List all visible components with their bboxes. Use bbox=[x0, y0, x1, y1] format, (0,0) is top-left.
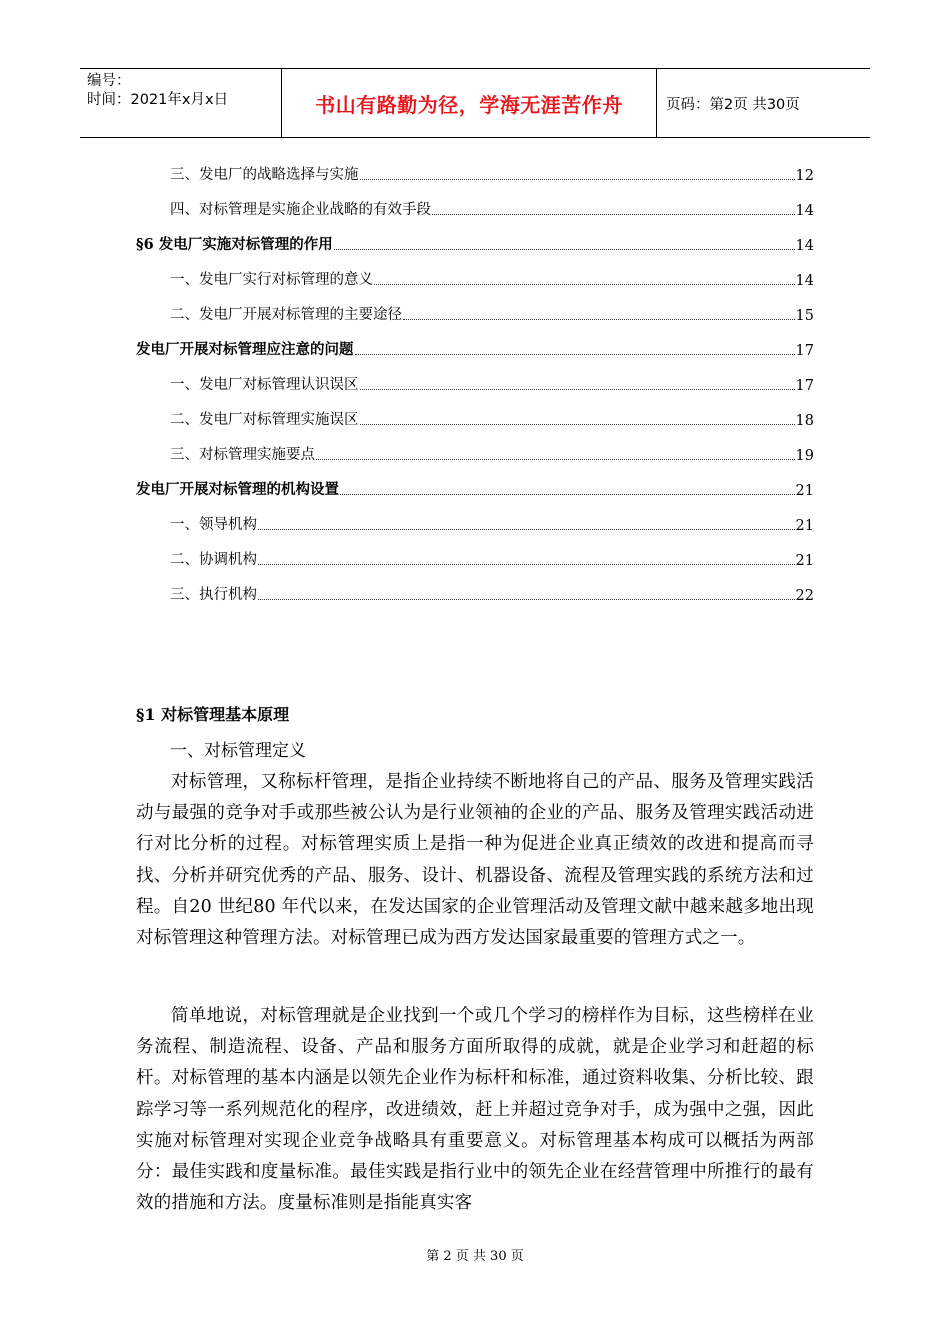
toc-leader-dots bbox=[360, 178, 795, 180]
toc-entry[interactable] bbox=[136, 473, 814, 499]
body-paragraph: 简单地说，对标管理就是企业找到一个或几个学习的榜样作为目标，这些榜样在业务流程、制造流程、设备、产品和服务方面所取得的成就，就是企业学习和赶超的标杆。对标管理的基本内涵是以领先企业作为标杆和标准，通过资料收集、分析比较、跟踪学习等一系列规范化的程序，改进绩效，赶上并超过竞争对手，成为强中之强，因此实施对标管理对实现企业竞争战略具有重要意义。对标管理基本构成可以概括为两部分：最佳实践和度量标准。最佳实践是指行业中的领先企业在经营管理中所推行的最有效的措施和方法。度量标准则是指能真实客 bbox=[136, 1006, 814, 1214]
toc-entry-title: 一、领导机构 bbox=[170, 517, 257, 533]
body-paragraph: 对标管理，又称标杆管理，是指企业持续不断地将自己的产品、服务及管理实践活动与最强的竞争对手或那些被公认为是行业领袖的企业的产品、服务及管理实践活动进行对比分析的过程。对标管理实质上是指一种为促进企业真正绩效的改进和提高而寻找、分析并研究优秀的产品、服务、设计、机器设备、流程及管理实践的系统方法和过程。自20 世纪80 年代以来，在发达国家的企业管理活动及管理文献中越来越多地出现对标管理这种管理方法。对标管理已成为西方发达国家最重要的管理方式之一。 bbox=[136, 772, 814, 949]
toc-leader-dots bbox=[340, 493, 795, 495]
toc-leader-dots bbox=[360, 423, 795, 425]
toc-entry-page: 15 bbox=[795, 308, 814, 324]
toc-entry-title: 四、对标管理是实施企业战略的有效手段 bbox=[170, 202, 431, 218]
toc-entry[interactable] bbox=[136, 333, 814, 359]
toc-entry[interactable] bbox=[136, 578, 814, 604]
toc-entry[interactable] bbox=[136, 403, 814, 429]
toc-entry[interactable] bbox=[136, 263, 814, 289]
date-label: 时间：2021年x月x日 bbox=[87, 92, 229, 108]
header-motto: 书山有路勤为径，学海无涯苦作舟 bbox=[282, 69, 657, 137]
page-footer: 第 2 页 共 30 页 bbox=[426, 1249, 524, 1264]
number-label: 编号： bbox=[87, 73, 131, 89]
toc-entry-page: 14 bbox=[795, 203, 814, 219]
toc-leader-dots bbox=[334, 248, 795, 250]
toc-entry-title: §6 发电厂实施对标管理的作用 bbox=[136, 236, 333, 253]
toc-leader-dots bbox=[355, 353, 795, 355]
toc-leader-dots bbox=[316, 458, 795, 460]
toc-leader-dots bbox=[432, 213, 795, 215]
toc-entry-page: 14 bbox=[795, 238, 814, 254]
toc-leader-dots bbox=[258, 528, 795, 530]
toc-entry[interactable] bbox=[136, 438, 814, 464]
toc-entry-page: 14 bbox=[795, 273, 814, 289]
section-title: §1 对标管理基本原理 bbox=[136, 705, 290, 724]
toc-entry-page: 21 bbox=[795, 553, 814, 569]
toc-entry-title: 二、协调机构 bbox=[170, 552, 257, 568]
toc-entry-title: 二、发电厂开展对标管理的主要途径 bbox=[170, 307, 402, 323]
toc-entry-title: 三、发电厂的战略选择与实施 bbox=[170, 167, 359, 183]
toc-entry-title: 发电厂开展对标管理应注意的问题 bbox=[136, 341, 354, 358]
header-info-cell bbox=[80, 69, 282, 137]
toc-leader-dots bbox=[258, 598, 795, 600]
toc-entry-title: 二、发电厂对标管理实施误区 bbox=[170, 412, 359, 428]
toc-entry[interactable] bbox=[136, 508, 814, 534]
toc-entry[interactable] bbox=[136, 193, 814, 219]
toc-entry-page: 17 bbox=[795, 378, 814, 394]
subsection-title: 一、对标管理定义 bbox=[170, 741, 306, 761]
toc-entry[interactable] bbox=[136, 228, 814, 254]
toc-leader-dots bbox=[360, 388, 795, 390]
toc-entry-title: 三、执行机构 bbox=[170, 587, 257, 603]
toc-entry-page: 22 bbox=[795, 588, 814, 604]
toc-entry[interactable] bbox=[136, 298, 814, 324]
toc-entry-page: 12 bbox=[795, 168, 814, 184]
toc-entry-title: 一、发电厂实行对标管理的意义 bbox=[170, 272, 373, 288]
toc-entry-title: 三、对标管理实施要点 bbox=[170, 447, 315, 463]
toc-entry[interactable] bbox=[136, 158, 814, 184]
page-header bbox=[80, 68, 870, 138]
toc-entry-page: 17 bbox=[795, 343, 814, 359]
toc-leader-dots bbox=[403, 318, 795, 320]
toc-entry-page: 18 bbox=[795, 413, 814, 429]
toc-leader-dots bbox=[258, 563, 795, 565]
toc-leader-dots bbox=[374, 283, 795, 285]
toc-entry-page: 19 bbox=[795, 448, 814, 464]
toc-entry-title: 一、发电厂对标管理认识误区 bbox=[170, 377, 359, 393]
header-page-label: 页码：第2页 共30页 bbox=[666, 96, 800, 113]
toc-entry[interactable] bbox=[136, 368, 814, 394]
toc-entry-page: 21 bbox=[795, 518, 814, 534]
toc-entry-title: 发电厂开展对标管理的机构设置 bbox=[136, 481, 339, 498]
toc-entry[interactable] bbox=[136, 543, 814, 569]
toc-entry-page: 21 bbox=[795, 483, 814, 499]
